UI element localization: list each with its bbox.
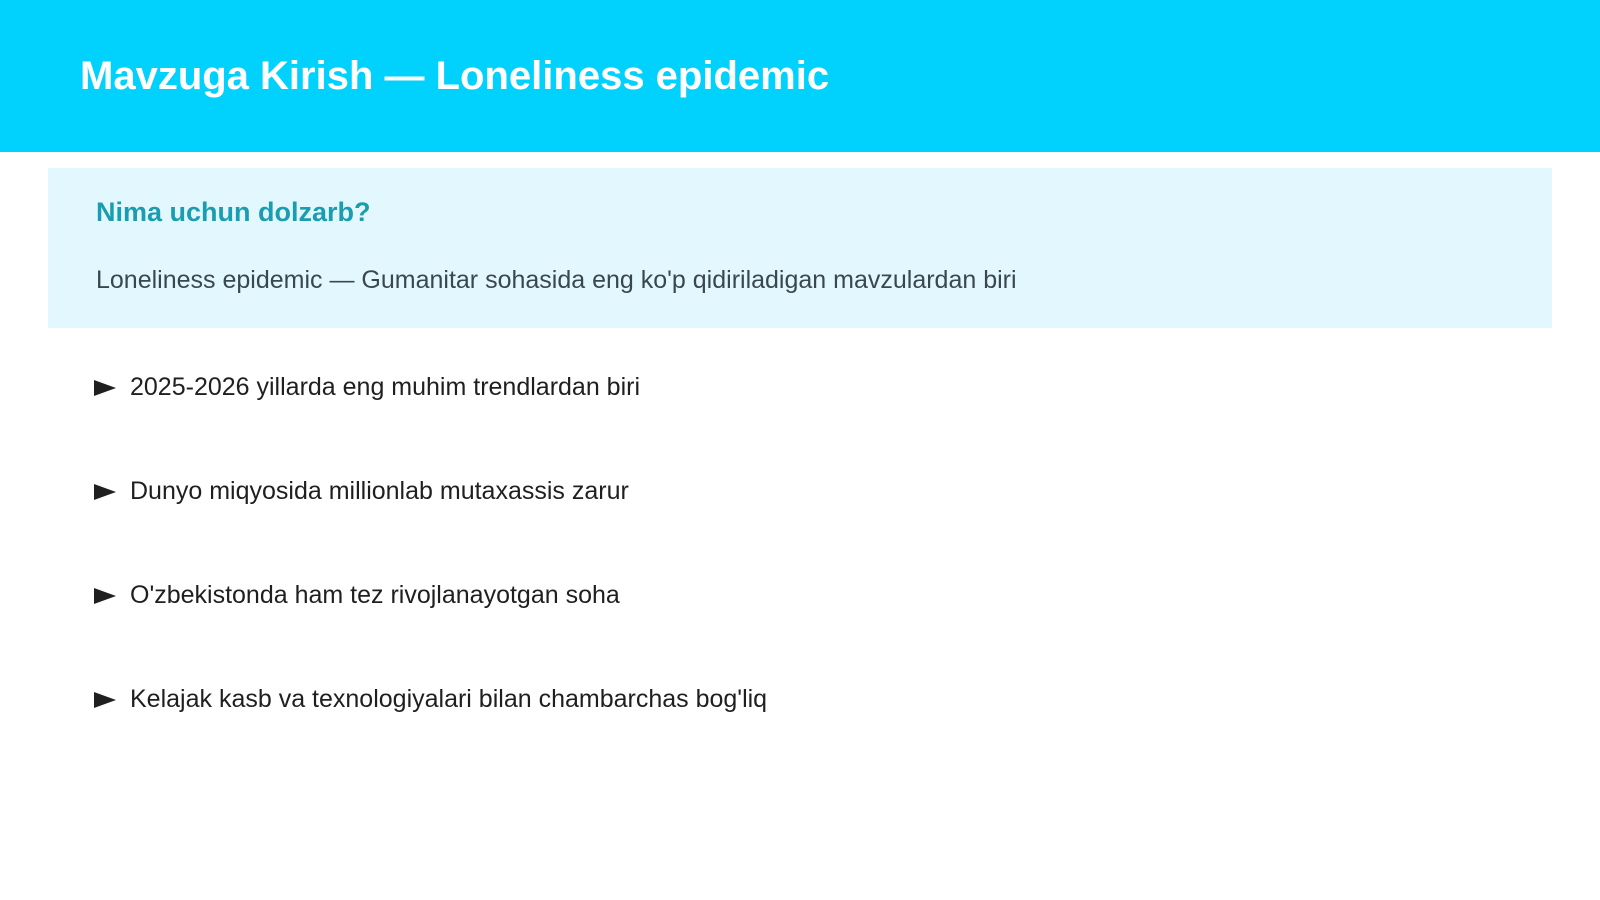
bullet-item [94,580,767,684]
intro-box [48,168,1552,328]
bullet-text: Kelajak kasb va texnologiyalari bilan chambarchas bog'liq [130,685,768,713]
bullet-arrow-icon [94,588,116,604]
intro-text: Loneliness epidemic — Gumanitar sohasida eng ko'p qidiriladigan mavzulardan biri [96,266,1017,294]
bullet-text: O'zbekistonda ham tez rivojlanayotgan soha [130,581,620,609]
slide-header [0,0,1600,152]
bullet-arrow-icon [94,380,116,396]
slide-title: Mavzuga Kirish — Loneliness epidemic [80,54,830,98]
intro-heading: Nima uchun dolzarb? [96,197,371,227]
bullet-item [94,476,767,580]
bullet-item [94,684,767,788]
bullet-arrow-icon [94,484,116,500]
bullet-list [94,372,767,788]
bullet-item [94,372,767,476]
bullet-text: 2025-2026 yillarda eng muhim trendlardan biri [130,373,641,401]
bullet-text: Dunyo miqyosida millionlab mutaxassis zarur [130,477,629,505]
bullet-arrow-icon [94,692,116,708]
